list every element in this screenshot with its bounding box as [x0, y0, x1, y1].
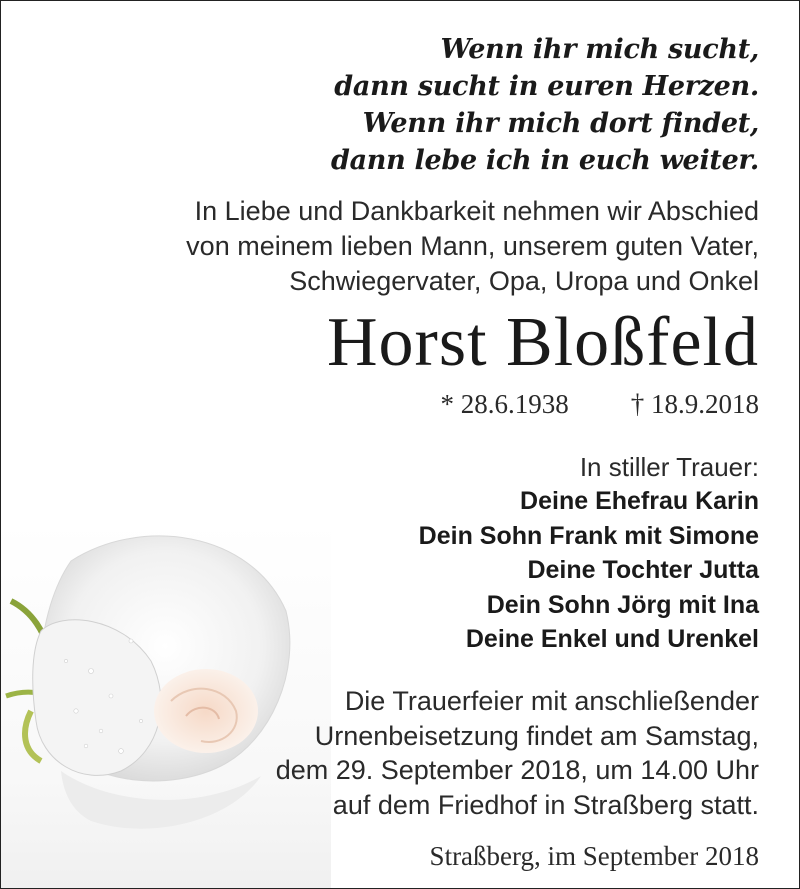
mourning-label: In stiller Trauer: — [579, 452, 759, 482]
life-dates — [441, 386, 760, 422]
mourner: Dein Sohn Jörg mit Ina — [486, 590, 759, 619]
ceremony-info — [276, 684, 759, 822]
intro-line: von meinem lieben Mann, unserem guten Vater, — [186, 231, 759, 261]
ceremony-line: Urnenbeisetzung findet am Samstag, — [314, 720, 759, 751]
poem-line: Wenn ihr mich sucht, — [440, 34, 759, 65]
mourner: Dein Sohn Frank mit Simone — [418, 521, 759, 550]
mourners-list — [419, 484, 759, 657]
mourner: Deine Ehefrau Karin — [520, 487, 759, 515]
intro-text — [186, 194, 759, 299]
ceremony-line: auf dem Friedhof in Straßberg statt. — [332, 789, 759, 820]
birth-date: * 28.6.1938 — [440, 389, 569, 419]
ceremony-line: dem 29. September 2018, um 14.00 Uhr — [275, 755, 759, 785]
death-date: † 18.9.2018 — [630, 389, 759, 419]
intro-line: In Liebe und Dankbarkeit nehmen wir Abschied — [194, 196, 759, 226]
intro-line: Schwiegervater, Opa, Uropa und Onkel — [289, 266, 759, 296]
place-date: Straßberg, im September 2018 — [429, 841, 759, 871]
mourner: Deine Tochter Jutta — [527, 556, 759, 584]
deceased-name: Horst Bloßfeld — [326, 304, 759, 381]
poem-line: Wenn ihr mich dort findet, — [362, 108, 759, 139]
ceremony-line: Die Trauerfeier mit anschließender — [344, 686, 759, 716]
poem-line: dann sucht in euren Herzen. — [334, 71, 759, 102]
poem — [331, 31, 759, 179]
poem-line: dann lebe ich in euch weiter. — [331, 145, 759, 176]
mourner: Deine Enkel und Urenkel — [465, 625, 759, 653]
